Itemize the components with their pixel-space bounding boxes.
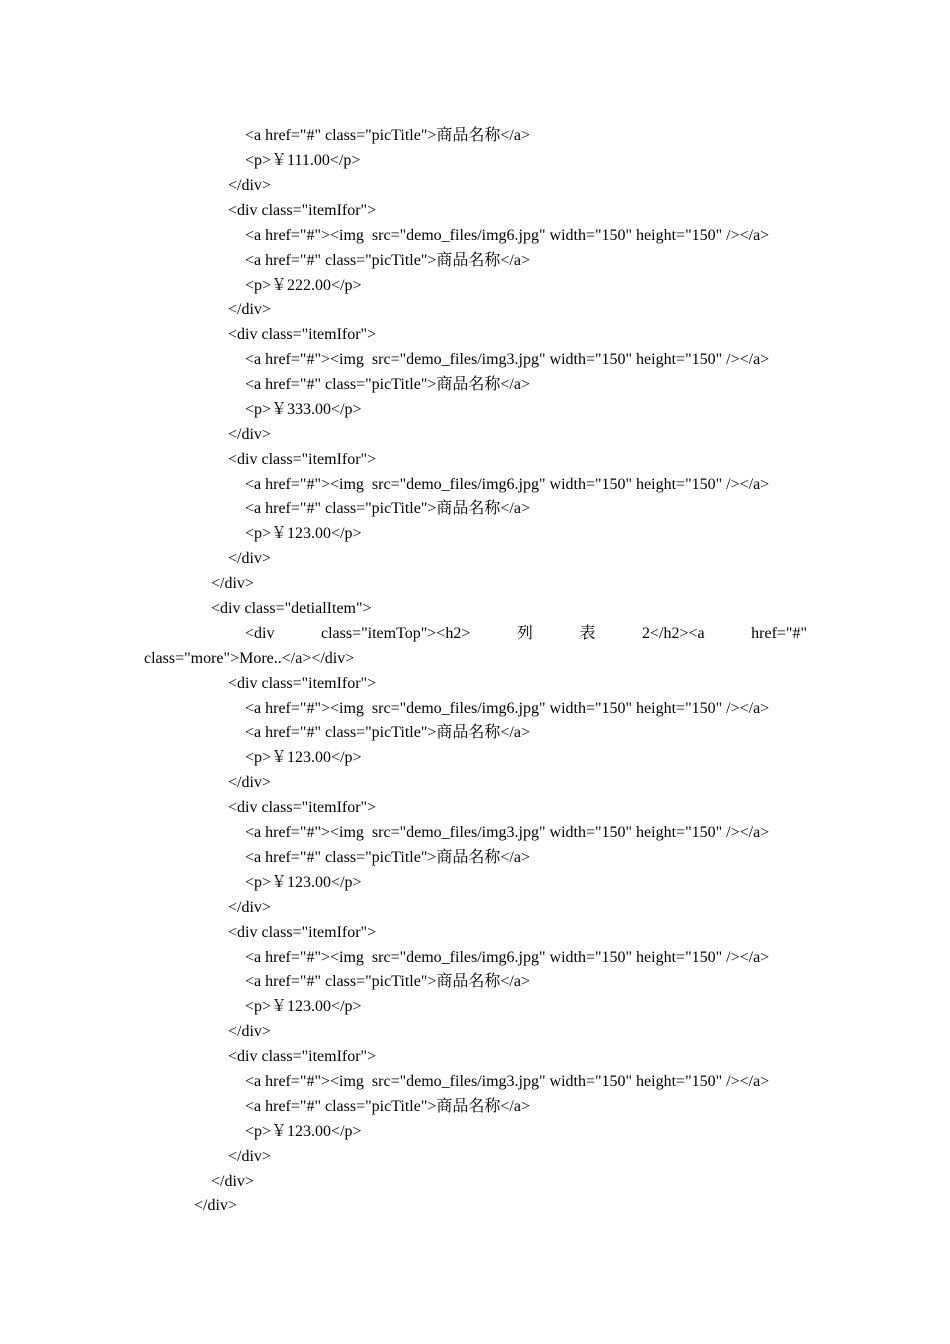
code-line: <a href="#" class="picTitle">商品名称</a> [245,973,530,990]
code-line: </div> [228,1148,271,1165]
code-line: </div> [211,575,254,592]
code-line: <p>￥123.00</p> [245,749,362,766]
code-line: <div class="itemIfor"> [228,451,377,468]
code-line: <a href="#" class="picTitle">商品名称</a> [245,252,530,269]
code-line: <a href="#"><img src="demo_files/img6.jpg" width="150" height="150" /></a> [245,227,770,244]
code-line: <div class="detialItem"> [211,600,372,617]
code-line: <a href="#" class="picTitle">商品名称</a> [245,127,530,144]
code-line: </div> [228,177,271,194]
code-line: <div class="itemIfor"> [228,799,377,816]
code-line: <a href="#"><img src="demo_files/img6.jpg" width="150" height="150" /></a> [245,700,770,717]
code-token: href="#" [751,625,807,642]
code-line: <p>￥333.00</p> [245,401,362,418]
code-line: <p>￥123.00</p> [245,1123,362,1140]
code-line: </div> [228,426,271,443]
code-line: </div> [228,550,271,567]
code-line: <div class="itemIfor"> [228,1048,377,1065]
code-line: <a href="#" class="picTitle">商品名称</a> [245,1098,530,1115]
code-line: <a href="#"><img src="demo_files/img6.jpg" width="150" height="150" /></a> [245,476,770,493]
code-line: <a href="#" class="picTitle">商品名称</a> [245,500,530,517]
code-line: </div> [228,774,271,791]
code-line: <a href="#"><img src="demo_files/img3.jpg" width="150" height="150" /></a> [245,351,770,368]
code-line: <a href="#"><img src="demo_files/img3.jpg" width="150" height="150" /></a> [245,1073,770,1090]
code-line: <p>￥123.00</p> [245,998,362,1015]
code-line: </div> [194,1197,237,1214]
code-line: class="more">More..</a></div> [144,650,355,667]
code-line: <div class="itemIfor"> [228,924,377,941]
code-line: <a href="#" class="picTitle">商品名称</a> [245,724,530,741]
code-line: </div> [228,1023,271,1040]
code-line: <div class="itemIfor"> [228,202,377,219]
code-token: <div [245,625,275,642]
code-line: </div> [211,1173,254,1190]
code-line: <div class="itemIfor"> [228,675,377,692]
code-line: <p>￥222.00</p> [245,277,362,294]
code-line: </div> [228,301,271,318]
code-line: <p>￥123.00</p> [245,525,362,542]
code-token: 表 [579,625,596,642]
code-line: <a href="#" class="picTitle">商品名称</a> [245,849,530,866]
code-line: <a href="#"><img src="demo_files/img6.jpg" width="150" height="150" /></a> [245,949,770,966]
code-line: <a href="#" class="picTitle">商品名称</a> [245,376,530,393]
code-line: <div class="itemIfor"> [228,326,377,343]
code-token: 列 [516,625,533,642]
code-token: 2</h2><a [641,625,705,642]
code-line: <a href="#"><img src="demo_files/img3.jpg" width="150" height="150" /></a> [245,824,770,841]
justified-code-line [245,624,807,644]
code-line: <p>￥111.00</p> [245,152,361,169]
code-token: class="itemTop"><h2> [321,625,471,642]
code-line: <p>￥123.00</p> [245,874,362,891]
code-line: </div> [228,899,271,916]
